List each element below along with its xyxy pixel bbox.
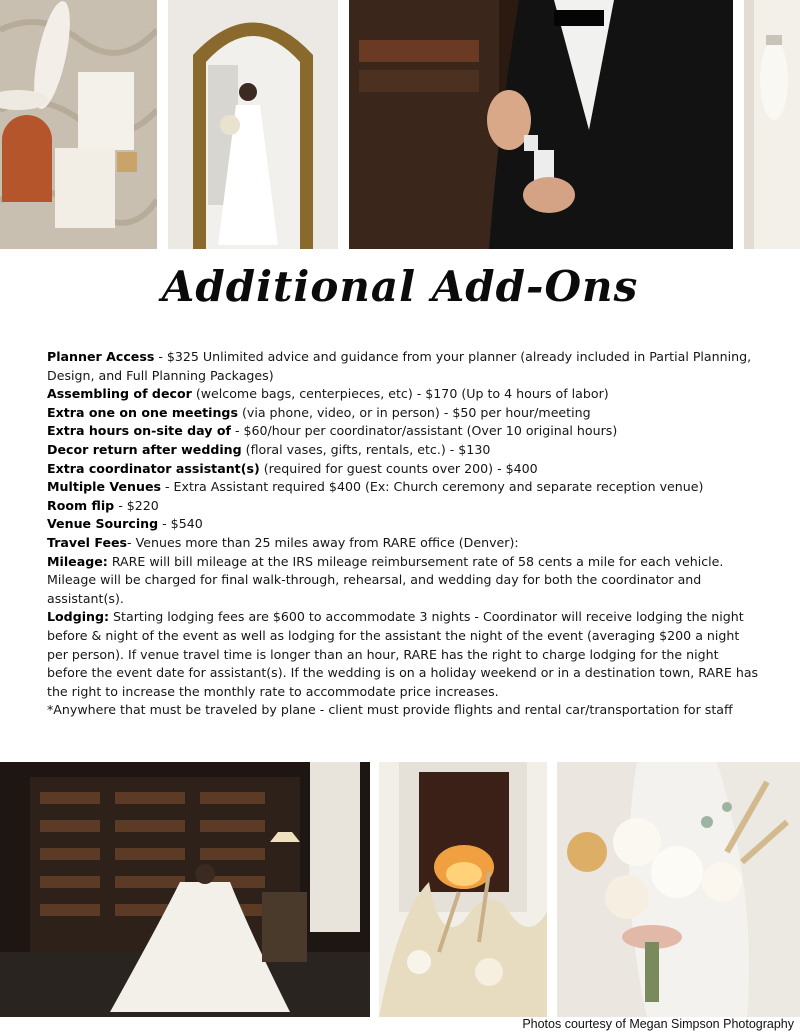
item-text: - Extra Assistant required $400 (Ex: Church ceremony and separate reception venue) <box>160 479 704 495</box>
item-label: Venue Sourcing <box>47 516 159 532</box>
photo-fireplace-florals <box>379 762 547 1017</box>
item-label: Multiple Venues <box>47 479 161 495</box>
footnote: *Anywhere that must be traveled by plane - client must provide flights and rental car/transportation for staff <box>47 702 733 718</box>
item-label: Extra hours on-site day of <box>47 423 231 439</box>
item-text: - $540 <box>158 516 203 532</box>
list-item <box>47 460 759 479</box>
list-item <box>47 385 759 404</box>
item-label: Decor return after wedding <box>47 441 242 457</box>
page-title: Additional Add-Ons <box>161 262 639 311</box>
photo-groom-tuxedo <box>349 0 733 249</box>
list-item <box>47 441 759 460</box>
list-item <box>47 348 759 385</box>
item-text: (welcome bags, centerpieces, etc) - $170 (Up to 4 hours of labor) <box>191 386 609 402</box>
list-item <box>47 534 759 553</box>
photo-bridal-bouquet <box>557 762 800 1017</box>
item-label: Travel Fees <box>47 534 128 550</box>
item-label: Assembling of decor <box>47 386 192 402</box>
photo-credit: Photos courtesy of Megan Simpson Photography <box>522 1017 794 1031</box>
item-label: Extra coordinator assistant(s) <box>47 460 260 476</box>
list-item <box>47 497 759 516</box>
photo-invitation-flatlay <box>0 0 157 249</box>
item-label: Mileage: <box>47 553 108 569</box>
item-text: RARE will bill mileage at the IRS mileage reimbursement rate of 58 cents a mile for each vehicle. Mileage will be charged for final walk-through, rehearsal, and wedding day for both the coordinator and assistant(s). <box>47 553 724 606</box>
item-text: - $60/hour per coordinator/assistant (Over 10 original hours) <box>230 423 618 439</box>
photo-shoes-closeup <box>744 0 800 249</box>
add-ons-list <box>47 348 759 720</box>
list-item <box>47 404 759 423</box>
list-item <box>47 478 759 497</box>
list-item <box>47 553 759 609</box>
item-text: Starting lodging fees are $600 to accommodate 3 nights - Coordinator will receive lodging the night before & night of the event as well as lodging for the assistant the night of the event (averaging $200 a night per person). If venue travel time is longer than an hour, RARE has the right to charge lodging for the night before the event date for assistant(s). If the wedding is on a holiday weekend or in a destination town, RARE has the right to increase the monthly rate to accommodate price increases. <box>47 609 759 699</box>
item-label: Lodging: <box>47 609 110 625</box>
item-text: (via phone, video, or in person) - $50 per hour/meeting <box>237 404 591 420</box>
list-item <box>47 608 759 701</box>
item-label: Room flip <box>47 497 115 513</box>
photo-library-couple <box>0 762 370 1017</box>
item-text: (floral vases, gifts, rentals, etc.) - $130 <box>241 441 491 457</box>
item-text: - $220 <box>114 497 159 513</box>
item-label: Planner Access <box>47 349 155 364</box>
item-text: - $325 Unlimited advice and guidance from your planner (already included in Partial Planning, Design, and Full Planning Packages) <box>47 349 752 383</box>
item-label: Extra one on one meetings <box>47 404 238 420</box>
photo-bride-mirror <box>168 0 338 249</box>
list-item <box>47 422 759 441</box>
item-text: - Venues more than 25 miles away from RARE office (Denver): <box>127 534 519 550</box>
item-text: (required for guest counts over 200) - $400 <box>259 460 538 476</box>
list-item <box>47 515 759 534</box>
